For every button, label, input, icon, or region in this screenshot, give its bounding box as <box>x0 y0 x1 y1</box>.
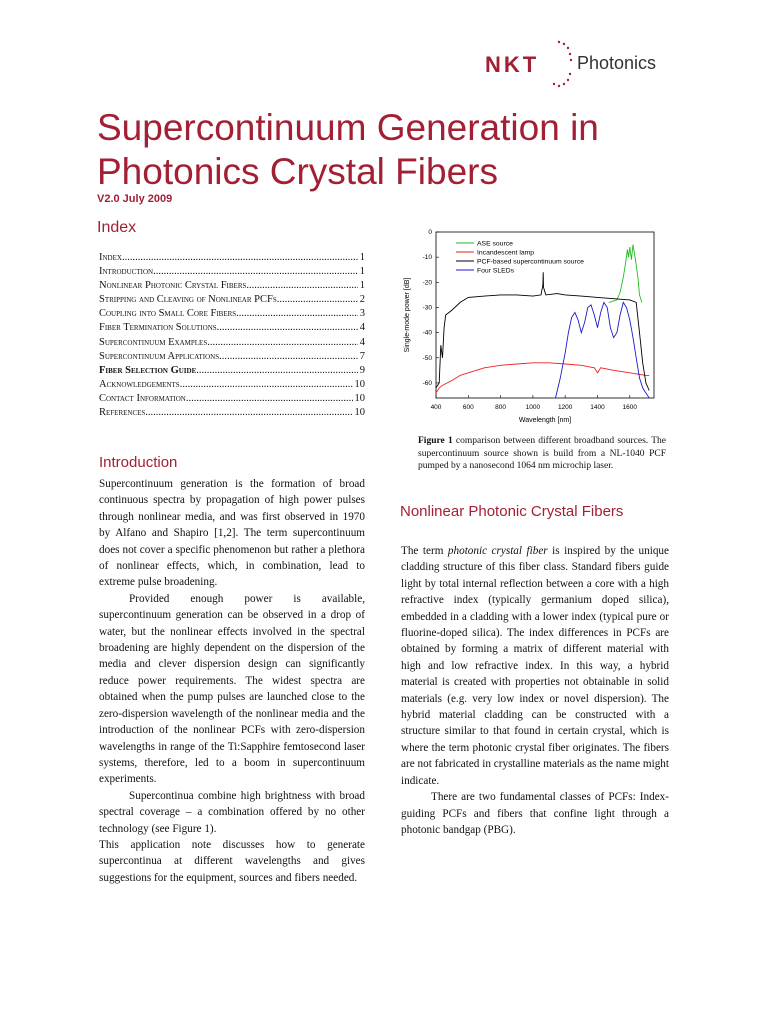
company-logo <box>485 38 675 94</box>
paragraph: Supercontinuum generation is the formation of broad continuous spectra by propagation of high power pulses through nonlinear media, and was first observed in 1970 by Alfano and Shapiro [1,2]. The term supercontinuum does not cover a specific phenomenon but rather a plethora of nonlinear effects, which, in combination, lead to extreme pulse broadening. <box>99 478 365 589</box>
toc-item[interactable]: Fiber Selection Guide ..... 9 <box>99 364 365 378</box>
x-tick-label: 1200 <box>557 404 573 411</box>
y-tick-label: 0 <box>428 229 432 236</box>
toc-item[interactable]: Supercontinuum Applications ..... 7 <box>99 350 365 364</box>
legend-label: Four SLEDs <box>477 267 515 275</box>
nonlinear-pcf-heading: Nonlinear Photonic Crystal Fibers <box>400 503 624 520</box>
legend-label: ASE source <box>477 240 513 248</box>
toc-item[interactable]: Fiber Termination Solutions ..... 4 <box>99 321 365 335</box>
x-tick-label: 400 <box>430 404 442 411</box>
introduction-heading: Introduction <box>99 454 178 471</box>
toc-item[interactable]: References ..... 10 <box>99 406 365 420</box>
figure-1-chart <box>398 226 660 426</box>
x-axis-label: Wavelength [nm] <box>518 417 572 424</box>
legend-label: Incandescent lamp <box>477 249 535 257</box>
introduction-body <box>99 476 365 886</box>
x-tick-label: 800 <box>495 404 507 411</box>
toc-item[interactable]: Introduction ..... 1 <box>99 265 365 279</box>
toc-item[interactable]: Nonlinear Photonic Crystal Fibers ..... 1 <box>99 279 365 293</box>
toc-item[interactable]: Index ..... 1 <box>99 251 365 265</box>
y-tick-label: -50 <box>422 354 432 362</box>
document-version: V2.0 July 2009 <box>97 193 173 205</box>
toc-item[interactable]: Coupling into Small Core Fibers ..... 3 <box>99 307 365 321</box>
series-line-3 <box>556 302 650 398</box>
series-line-1 <box>436 363 649 393</box>
figure-caption-text: comparison between different broadband sources. The supercontinuum source shown is build from a NL-1040 PCF pumped by a nanosecond 1064 nm microchip laser. <box>418 436 666 471</box>
paragraph: Provided enough power is available, supercontinuum generation can be observed in a drop of water, but the nonlinear effects involved in the spectral broadening are highly dependent on the dispersion of the media and clever dispersion design can significantly reduce power requirements. The widest spectra are obtained when the pump pulses are launched close to the zero-dispersion wavelength of the nonlinear media and the introduction of the nonlinear PCFs with zero-dispersion wavelengths in range of the Ti:Sapphire femtosecond laser systems, therefore, led to a boom in supercontinuum experiments. <box>99 592 365 786</box>
x-tick-label: 1400 <box>590 404 605 411</box>
y-axis-label: Single-mode power [dB] <box>404 277 411 353</box>
document-title: Supercontinuum Generation in Photonics Crystal Fibers <box>97 107 599 192</box>
paragraph: The term photonic crystal fiber is inspired by the unique cladding structure of this fiber class. Standard fibers guide light by total internal reflection between a core with a high refractive index (typically germanium doped silica), embedded in a cladding with a lower index (typical pure or fluorine-doped silica). The index differences in PCFs are obtained by forming a matrix of different material with high and low refractive index. In this way, a hybrid material is created with properties not obtainable in solid materials (e.g. very low index or novel dispersion). The hybrid material cladding can be constructed with a structure similar to that found in certain crystal, which is where the term photonic crystal fiber originates. The fibers are not fabricated in crystalline materials as the name might indicate. <box>401 545 669 787</box>
x-tick-label: 1600 <box>622 404 638 411</box>
y-tick-label: -60 <box>422 379 432 387</box>
index-heading: Index <box>97 219 137 236</box>
y-tick-label: -40 <box>422 329 432 337</box>
legend-label: PCF-based supercontinuum source <box>477 258 584 266</box>
series-line-0 <box>609 245 642 303</box>
x-tick-label: 600 <box>462 404 474 411</box>
toc-item[interactable]: Stripping and Cleaving of Nonlinear PCFs ..... 2 <box>99 293 365 307</box>
figure-label: Figure 1 <box>418 436 453 446</box>
paragraph: This application note discusses how to generate supercontinua at different wavelengths and gives suggestions for the equipment, sources and fibers needed. <box>99 838 365 884</box>
table-of-contents <box>99 251 365 420</box>
y-tick-label: -30 <box>422 304 432 312</box>
x-tick-label: 1000 <box>525 404 541 411</box>
paragraph: There are two fundamental classes of PCFs: Index-guiding PCFs and fibers that confine light through a photonic bandgap (PBG). <box>401 791 669 836</box>
y-tick-label: -20 <box>422 279 432 287</box>
nonlinear-pcf-body <box>401 543 669 838</box>
figure-caption <box>418 435 666 473</box>
logo-name: Photonics <box>577 53 657 73</box>
toc-item[interactable]: Supercontinuum Examples ..... 4 <box>99 336 365 350</box>
logo-brand: NKT <box>485 52 540 77</box>
logo-dots-icon <box>545 38 575 94</box>
emphasis: photonic crystal fiber <box>447 545 548 557</box>
toc-item[interactable]: Acknowledgements ..... 10 <box>99 378 365 392</box>
y-tick-label: -10 <box>422 254 432 262</box>
toc-item[interactable]: Contact Information ..... 10 <box>99 392 365 406</box>
paragraph: Supercontinua combine high brightness with broad spectral coverage – a combination offered by no other technology (see Figure 1). <box>99 789 365 835</box>
